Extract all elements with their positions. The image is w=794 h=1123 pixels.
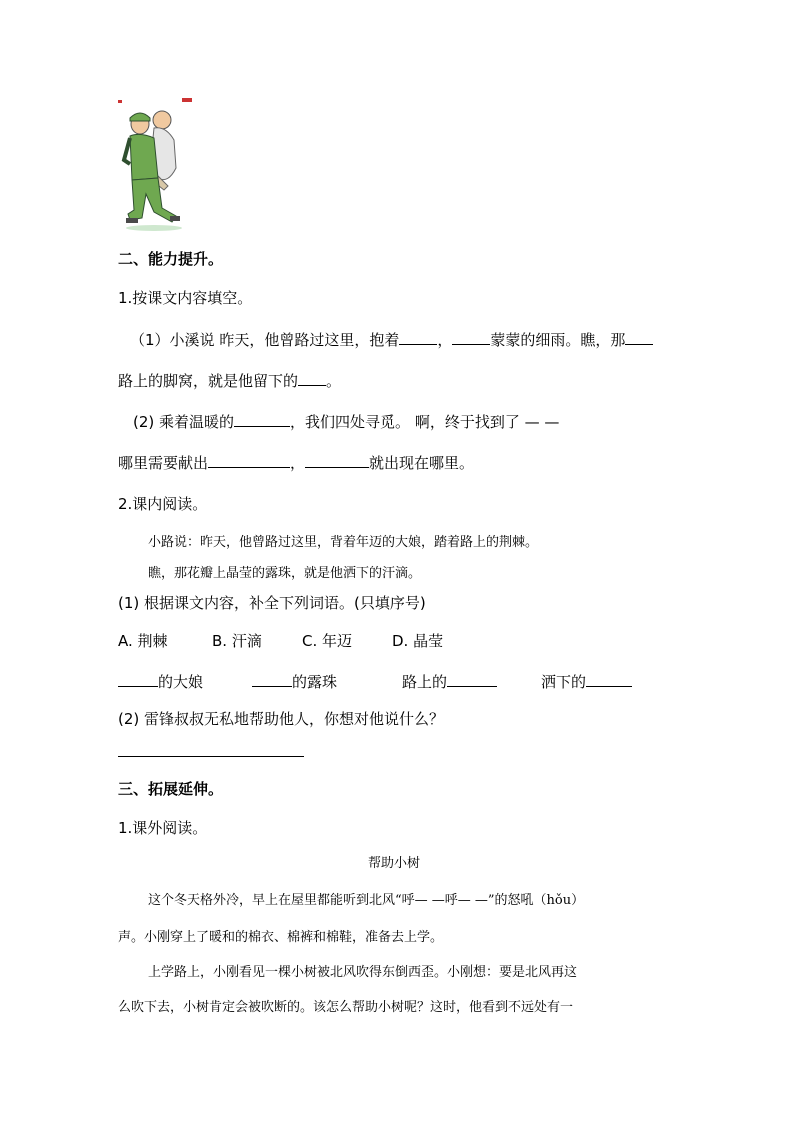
- question-1-1-line1: [130, 329, 653, 350]
- sentence-text: 哪里需要献出: [118, 454, 209, 472]
- answer-blank[interactable]: [208, 453, 290, 468]
- question-1-2-line1: [133, 411, 559, 432]
- fill-item-3: [402, 671, 497, 692]
- sentence-text: 小溪说 昨天，他曾路过这里，抱着: [169, 331, 400, 349]
- sentence-text: ，我们四处寻觅。 啊，终于找到了 — —: [290, 413, 560, 431]
- fill-item-4: [541, 671, 632, 692]
- passage-line-2: 瞧，那花瓣上晶莹的露珠，就是他洒下的汗滴。: [148, 566, 422, 581]
- sentence-text: ，: [437, 331, 453, 349]
- answer-blank[interactable]: [586, 672, 632, 687]
- question-reading-title: 2.课内阅读。: [118, 495, 208, 513]
- question-1-1-line2: [118, 370, 341, 391]
- section-heading-extension: 三、拓展延伸。: [118, 780, 224, 798]
- sentence-text: ，: [290, 454, 306, 472]
- passage-line-1: 小路说：昨天，他曾路过这里，背着年迈的大娘，踏着路上的荆棘。: [148, 535, 539, 550]
- question-1-2-line2: [118, 452, 474, 473]
- answer-line[interactable]: [118, 756, 304, 757]
- soldier-carrying-elder-illustration: [118, 98, 196, 232]
- answer-blank[interactable]: [452, 330, 490, 345]
- sentence-text: 蒙蒙的细雨。瞧，那: [490, 331, 626, 349]
- answer-blank[interactable]: [252, 672, 292, 687]
- answer-blank[interactable]: [234, 412, 290, 427]
- fill-item-2: [252, 671, 337, 692]
- fill-text: 路上的: [402, 673, 448, 691]
- sentence-text: 乘着温暖的: [159, 413, 235, 431]
- answer-blank[interactable]: [399, 330, 437, 345]
- fill-item-1: [118, 671, 203, 692]
- option-a: A. 荆棘: [118, 632, 168, 650]
- section-heading-ability: 二、能力提升。: [118, 250, 224, 268]
- story-paragraph-1-line-2: 声。小刚穿上了暖和的棉衣、棉裤和棉鞋，准备去上学。: [118, 930, 444, 945]
- item-number: (2): [133, 413, 155, 431]
- story-paragraph-1-line-1: 这个冬天格外冷，早上在屋里都能听到北风“呼— —呼— —”的怒吼（hǒu）: [148, 893, 585, 908]
- sentence-text: 。: [326, 372, 342, 390]
- story-title: 帮助小树: [368, 856, 421, 871]
- fill-text: 洒下的: [541, 673, 587, 691]
- option-b: B. 汗滴: [212, 632, 262, 650]
- answer-blank[interactable]: [118, 672, 158, 687]
- item-number: （1）: [130, 331, 170, 349]
- answer-blank[interactable]: [625, 330, 653, 345]
- option-c: C. 年迈: [302, 632, 353, 650]
- sentence-text: 就出现在哪里。: [369, 454, 475, 472]
- fill-text: 的大娘: [158, 673, 204, 691]
- answer-blank[interactable]: [298, 371, 326, 386]
- fill-text: 的露珠: [292, 673, 338, 691]
- question-extra-reading-title: 1.课外阅读。: [118, 819, 208, 837]
- answer-blank[interactable]: [447, 672, 497, 687]
- question-fill-title: 1.按课文内容填空。: [118, 289, 253, 307]
- story-paragraph-2-line-1: 上学路上，小刚看见一棵小树被北风吹得东倒西歪。小刚想：要是北风再这: [148, 965, 578, 980]
- sub-question-1: (1) 根据课文内容，补全下列词语。(只填序号): [118, 594, 426, 612]
- answer-blank[interactable]: [305, 453, 369, 468]
- story-paragraph-2-line-2: 么吹下去，小树肯定会被吹断的。该怎么帮助小树呢？这时，他看到不远处有一: [118, 1000, 574, 1015]
- option-d: D. 晶莹: [392, 632, 444, 650]
- sub-question-2: (2) 雷锋叔叔无私地帮助他人，你想对他说什么？: [118, 710, 445, 728]
- sentence-text: 路上的脚窝，就是他留下的: [118, 372, 299, 390]
